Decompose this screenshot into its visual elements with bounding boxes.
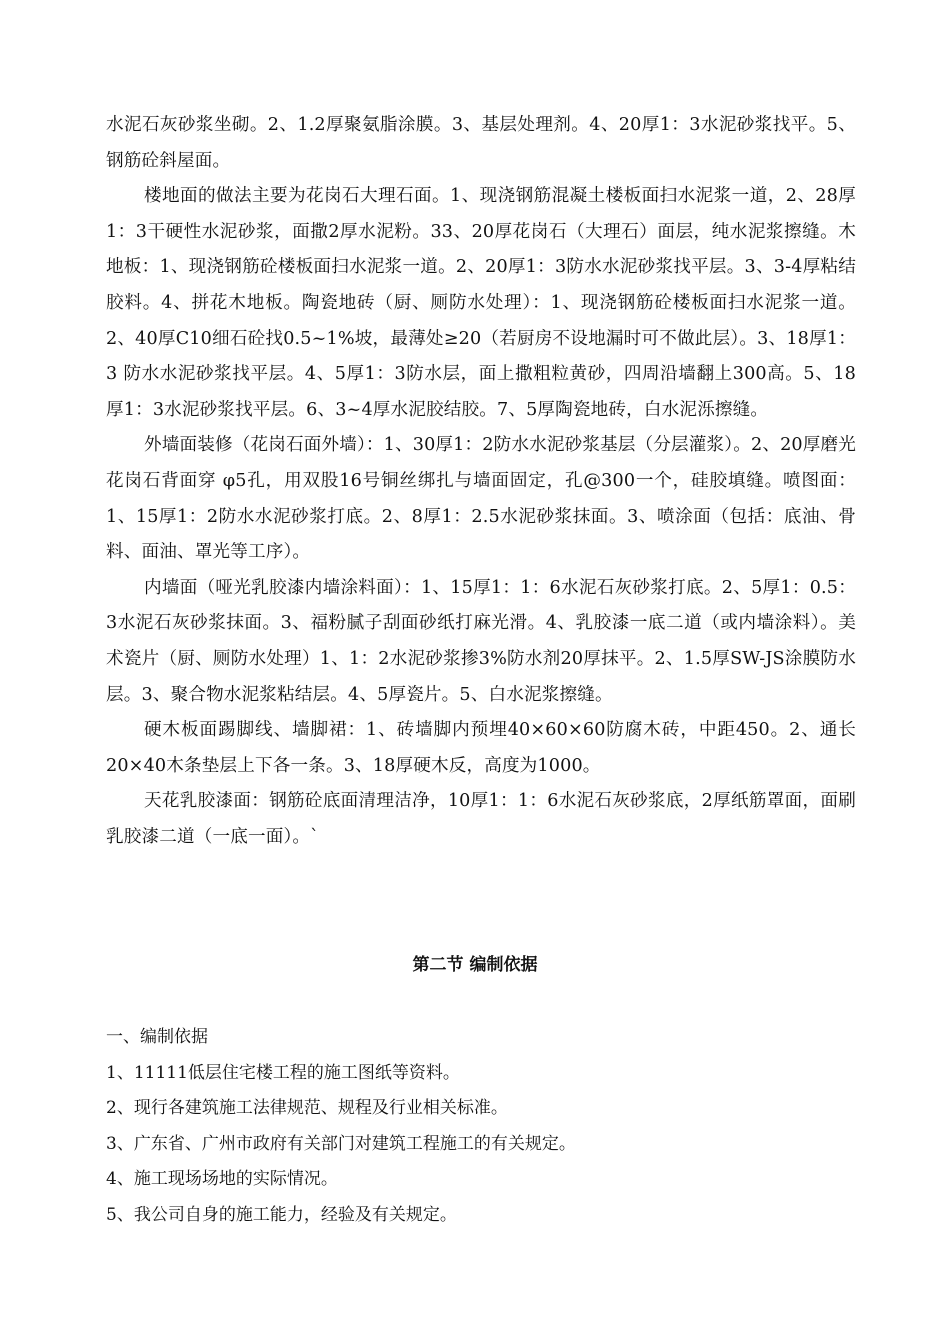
section-title: 第二节 编制依据 xyxy=(412,955,538,975)
paragraph-skirting: 硬木板面踢脚线、墙脚裙：1、砖墙脚内预埋40×60×60防腐木砖，中距450。2、通长20×40木条垫层上下各一条。3、18厚硬木反，高度为1000。 xyxy=(106,720,856,776)
basis-item: 4、施工现场场地的实际情况。 xyxy=(106,1169,338,1190)
paragraph-floor-finishes: 楼地面的做法主要为花岗石大理石面。1、现浇钢筋混凝土楼板面扫水泥浆一道，2、28厚1：3干硬性水泥砂浆，面撒2厚水泥粉。33、20厚花岗石（大理石）面层，纯水泥浆擦缝。木地板：1、现浇钢筋砼楼板面扫水泥浆一道。2、20厚1：3防水水泥砂浆找平层。3、3-4厚粘结胶料。4、拼花木地板。陶瓷地砖（厨、厕防水处理）：1、现浇钢筋砼楼板面扫水泥浆一道。2、40厚C10细石砼找0.5~1%坡，最薄处≥20（若厨房不设地漏时可不做此层）。3、18厚1：3 防水水泥砂浆找平层。4、5厚1：3防水层，面上撒粗粒黄砂，四周沿墙翻上300高。5、18厚1：3水泥砂浆找平层。6、3~4厚水泥胶结胶。7、5厚陶瓷地砖，白水泥泺擦缝。 xyxy=(106,186,856,420)
basis-heading: 一、编制依据 xyxy=(106,1027,208,1047)
basis-item: 2、现行各建筑施工法律规范、规程及行业相关标准。 xyxy=(106,1098,508,1119)
basis-item: 1、11111低层住宅楼工程的施工图纸等资料。 xyxy=(106,1062,460,1083)
basis-item: 3、广东省、广州市政府有关部门对建筑工程施工的有关规定。 xyxy=(106,1133,576,1154)
paragraph-exterior-wall: 外墙面装修（花岗石面外墙）：1、30厚1：2防水水泥砂浆基层（分层灌浆）。2、20厚磨光花岗石背面穿 φ5孔，用双股16号铜丝绑扎与墙面固定，孔@300一个，硅胶填缝。喷图面：1、15厚1：2防水水泥砂浆打底。2、8厚1：2.5水泥砂浆抹面。3、喷涂面（包括：底油、骨料、面油、罩光等工序）。 xyxy=(106,435,856,563)
paragraph-interior-wall: 内墙面（哑光乳胶漆内墙涂料面）：1、15厚1：1：6水泥石灰砂浆打底。2、5厚1：0.5：3水泥石灰砂浆抹面。3、福粉腻子刮面砂纸打麻光滑。4、乳胶漆一底二道（或内墙涂料）。美术瓷片（厨、厕防水处理）1、1：2水泥砂浆掺3%防水剂20厚抹平。2、1.5厚SW-JS涂膜防水层。3、聚合物水泥浆粘结层。4、5厚瓷片。5、白水泥浆擦缝。 xyxy=(106,577,856,705)
basis-list xyxy=(106,1020,856,1234)
construction-details-text xyxy=(106,108,856,855)
basis-item: 5、我公司自身的施工能力，经验及有关规定。 xyxy=(106,1204,457,1225)
paragraph-roof-continued: 水泥石灰砂浆坐砌。2、1.2厚聚氨脂涂膜。3、基层处理剂。4、20厚1：3水泥砂浆找平。5、钢筋砼斜屋面。 xyxy=(106,115,856,171)
paragraph-ceiling: 天花乳胶漆面：钢筋砼底面清理洁净，10厚1：1：6水泥石灰砂浆底，2厚纸筋罩面，面刷乳胶漆二道（一底一面）。` xyxy=(106,791,856,847)
